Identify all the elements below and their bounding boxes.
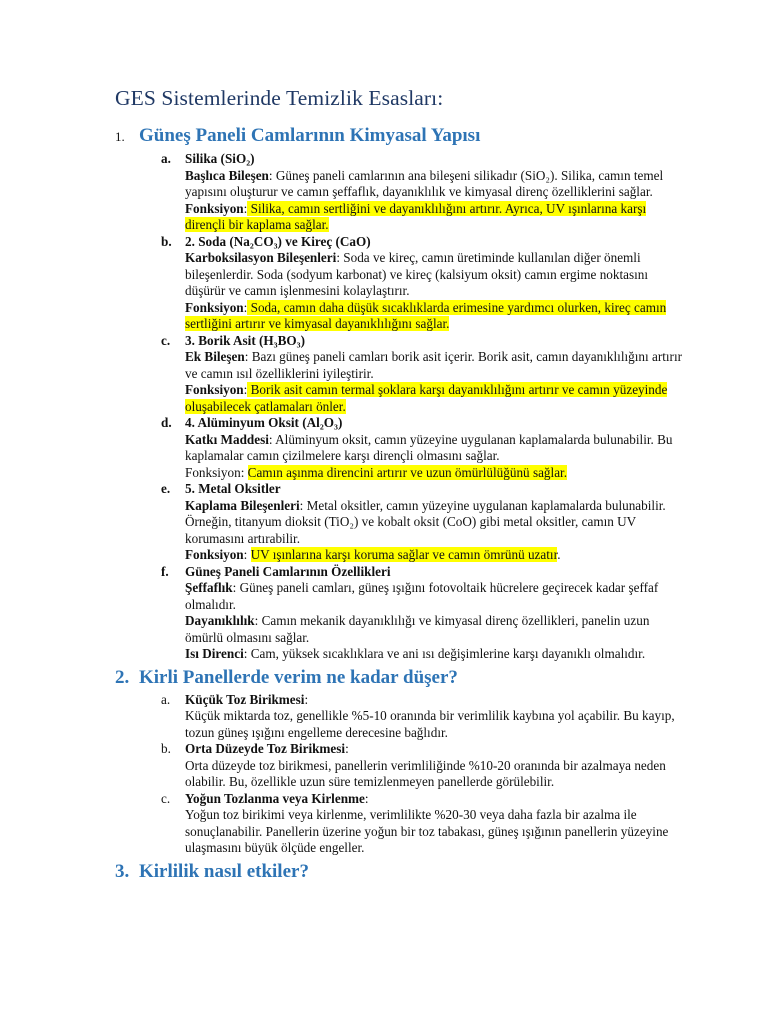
item-title: 2. Soda (Na₂CO₃) ve Kireç (CaO) [185, 233, 371, 249]
property-paragraph: Şeffaflık: Güneş paneli camları, güneş ışığını fotovoltaik hücrelere geçirecek kadar şeffaf olmalıdır. [185, 580, 659, 612]
item-function: Fonksiyon: Silika, camın sertliğini ve dayanıklılığını artırır. Ayrıca, UV ışınlarına karşı dirençli bir kaplama sağlar. [185, 200, 647, 232]
section-2 [115, 667, 688, 857]
item-letter: f. [161, 563, 169, 579]
item-title: 4. Alüminyum Oksit (Al₂O₃) [185, 415, 343, 430]
item-letter: c. [161, 332, 171, 348]
section-title: Kirli Panellerde verim ne kadar düşer? [139, 666, 458, 688]
property-paragraph: Isı Direnci: Cam, yüksek sıcaklıklara ve ani ısı değişimlerine karşı dayanıklı olmalıdır. [185, 646, 646, 661]
item-function: Fonksiyon: Soda, camın daha düşük sıcaklıklarda erimesine yardımcı olurken, kireç camın sertliğini artırır ve kimyasal dayanıklılığını sağlar. [185, 299, 667, 331]
item-title: Yoğun Tozlanma veya Kirlenme: [185, 790, 369, 806]
item-paragraph: Ek Bileşen: Bazı güneş paneli camları borik asit içerir. Borik asit, camın dayanıklılığını artırır ve camın ısıl özelliklerini iyileştirir. [185, 349, 682, 381]
item-function: Fonksiyon: Camın aşınma direncini artırır ve uzun ömürlülüğünü sağlar. [185, 464, 568, 480]
item-title: Silika (SiO₂) [185, 151, 255, 166]
item-title: 3. Borik Asit (H₃BO₃) [185, 332, 306, 348]
list-item [115, 234, 688, 333]
section-3 [115, 861, 688, 883]
section-title: Kirlilik nasıl etkiler? [139, 860, 309, 882]
section-heading [115, 125, 688, 147]
list-item [115, 564, 688, 663]
item-letter: c. [161, 790, 171, 806]
section-heading [115, 861, 688, 883]
item-title: 5. Metal Oksitler [185, 481, 281, 496]
highlight: Camın aşınma direncini artırır ve uzun ömürlülüğünü sağlar. [247, 464, 568, 480]
composition-list [115, 151, 688, 663]
list-item [115, 415, 688, 481]
section-1 [115, 125, 688, 663]
item-function: Fonksiyon: UV ışınlarına karşı koruma sağlar ve camın ömrünü uzatır. [185, 547, 561, 562]
item-letter: d. [161, 415, 172, 430]
section-heading [115, 667, 688, 689]
item-title: Küçük Toz Birikmesi: [185, 691, 309, 707]
item-paragraph: Küçük miktarda toz, genellikle %5-10 oranında bir verimlilik kaybına yol açabilir. Bu kayıp, tozun güneş ışığını engelleme derecesine bağlıdır. [185, 708, 675, 740]
list-item [115, 741, 688, 791]
highlight: Borik asit camın termal şoklara karşı dayanıklılığını artırır ve camın yüzeyinde oluşabilecek çatlamaları önler. [185, 382, 668, 414]
highlight: Soda, camın daha düşük sıcaklıklarda erimesine yardımcı olurken, kireç camın sertliğini artırır ve kimyasal dayanıklılığını sağlar. [185, 299, 667, 331]
item-paragraph: Karboksilasyon Bileşenleri: Soda ve kireç, camın üretiminde kullanılan diğer önemli bileşenlerdir. Soda (sodyum karbonat) ve kireç (kalsiyum oksit) camın ergime noktasını düşürür ve camın işlenmesini kolaylaştırır. [185, 250, 649, 298]
section-number: 2. [115, 666, 130, 688]
item-letter: b. [161, 741, 171, 756]
section-number: 1. [115, 129, 125, 144]
item-paragraph: Başlıca Bileşen: Güneş paneli camlarının ana bileşeni silikadır (SiO₂). Silika, camın temel yapısını oluşturur ve camın şeffaflık, dayanıklılık ve kimyasal direnç özelliklerini sağlar. [185, 167, 664, 199]
item-paragraph: Yoğun toz birikimi veya kirlenme, verimlilikte %20-30 veya daha fazla bir azalma ile sonuçlanabilir. Panellerin üzerine yoğun bir toz tabakası, güneş ışığının panellerin yüzeyine ulaşmasını büyük ölçüde engeller. [185, 807, 669, 855]
highlight: Silika, camın sertliğini ve dayanıklılığını artırır. Ayrıca, UV ışınlarına karşı dirençli bir kaplama sağlar. [185, 200, 647, 232]
item-paragraph: Katkı Maddesi: Alüminyum oksit, camın yüzeyine uygulanan kaplamalarda bulunabilir. Bu kaplamalar camın çizilmelere karşı dirençli olmasını sağlar. [185, 431, 673, 463]
item-letter: b. [161, 233, 172, 249]
efficiency-list [115, 692, 688, 857]
list-item [115, 481, 688, 564]
item-letter: e. [161, 481, 171, 496]
highlight: UV ışınlarına karşı koruma sağlar ve camın ömrünü uzatır [250, 547, 558, 562]
section-number: 3. [115, 860, 130, 882]
document-title: GES Sistemlerinde Temizlik Esasları: [115, 86, 444, 110]
item-letter: a. [161, 151, 171, 166]
item-paragraph: Kaplama Bileşenleri: Metal oksitler, camın yüzeyine uygulanan kaplamalarda bulunabilir. Örneğin, titanyum dioksit (TiO₂) ve kobalt oksit (CoO) gibi metal oksitler, camın UV korumasını artırabilir. [185, 497, 666, 546]
list-item [115, 151, 688, 234]
item-letter: a. [161, 691, 171, 707]
item-paragraph: Orta düzeyde toz birikmesi, panellerin verimliliğinde %10-20 oranında bir azalmaya neden olabilir. Bu, özellikle uzun süre temizlenmeyen panellerde görülebilir. [185, 757, 666, 789]
property-paragraph: Dayanıklılık: Camın mekanik dayanıklılığı ve kimyasal direnç özellikleri, panelin uzun ömürlü olmasını sağlar. [185, 613, 650, 645]
item-title: Orta Düzeyde Toz Birikmesi: [185, 741, 349, 756]
item-title: Güneş Paneli Camlarının Özellikleri [185, 563, 391, 579]
list-item [115, 791, 688, 857]
list-item [115, 333, 688, 416]
list-item [115, 692, 688, 742]
section-title: Güneş Paneli Camlarının Kimyasal Yapısı [139, 125, 481, 146]
item-function: Fonksiyon: Borik asit camın termal şoklara karşı dayanıklılığını artırır ve camın yüzeyinde oluşabilecek çatlamaları önler. [185, 382, 668, 414]
